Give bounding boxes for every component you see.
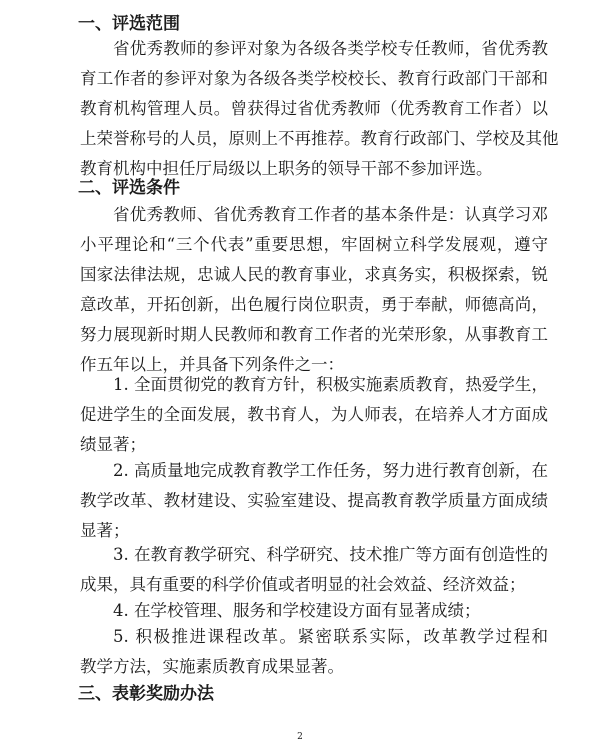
- section-heading-scope: 一、评选范围: [78, 14, 180, 34]
- text-line: 教学方法，实施素质教育成果显著。: [80, 657, 344, 676]
- text-line: 教学改革、教材建设、实验室建设、提高教育教学质量方面成绩: [80, 491, 548, 510]
- text-line: 绩显著；: [80, 435, 146, 454]
- text-line: 2. 高质量地完成教育教学工作任务，努力进行教育创新，在: [113, 461, 548, 480]
- text-line: 成果，具有重要的科学价值或者明显的社会效益、经济效益；: [80, 575, 526, 594]
- text-line: 省优秀教师的参评对象为各级各类学校专任教师，省优秀教: [113, 39, 548, 58]
- text-line: 省优秀教师、省优秀教育工作者的基本条件是：认真学习邓: [113, 205, 548, 224]
- criteria-item-1: [80, 370, 548, 460]
- text-line: 5. 积极推进课程改革。紧密联系实际，改革教学过程和: [113, 627, 548, 646]
- section-scope-body: [80, 34, 559, 184]
- text-line: 促进学生的全面发展，教书育人，为人师表，在培养人才方面成: [80, 405, 548, 424]
- criteria-item-2: [80, 456, 548, 546]
- text-line: 作五年以上，并具备下列条件之一：: [80, 355, 344, 374]
- text-line: 小平理论和“三个代表”重要思想，牢固树立科学发展观，遵守: [80, 235, 548, 254]
- criteria-item-3: [80, 540, 548, 600]
- text-line: 3. 在教育教学研究、科学研究、技术推广等方面有创造性的: [113, 545, 548, 564]
- text-line: 意改革，开拓创新，出色履行岗位职责，勇于奉献，师德高尚，: [80, 295, 548, 314]
- text-line: 1. 全面贯彻党的教育方针，积极实施素质教育，热爱学生，: [113, 375, 548, 394]
- page-number: 2: [297, 732, 303, 742]
- text-line: 显著；: [80, 521, 130, 540]
- text-line: 国家法律法规，忠诚人民的教育事业，求真务实，积极探索，锐: [80, 265, 548, 284]
- section-heading-awards: 三、表彰奖励办法: [78, 684, 214, 704]
- text-line: 教育机构管理人员。曾获得过省优秀教师（优秀教育工作者）以: [80, 99, 548, 118]
- text-line: 教育机构中担任厅局级以上职务的领导干部不参加评选。: [80, 159, 493, 178]
- text-line: 努力展现新时期人民教师和教育工作者的光荣形象，从事教育工: [80, 325, 548, 344]
- section-heading-criteria: 二、评选条件: [78, 178, 180, 198]
- text-line: 上荣誉称号的人员，原则上不再推荐。教育行政部门、学校及其他: [80, 129, 559, 148]
- criteria-item-5: [80, 622, 548, 682]
- text-line: 育工作者的参评对象为各级各类学校校长、教育行政部门干部和: [80, 69, 548, 88]
- section-criteria-intro: [80, 200, 548, 380]
- text-line: 4. 在学校管理、服务和学校建设方面有显著成绩；: [113, 601, 481, 620]
